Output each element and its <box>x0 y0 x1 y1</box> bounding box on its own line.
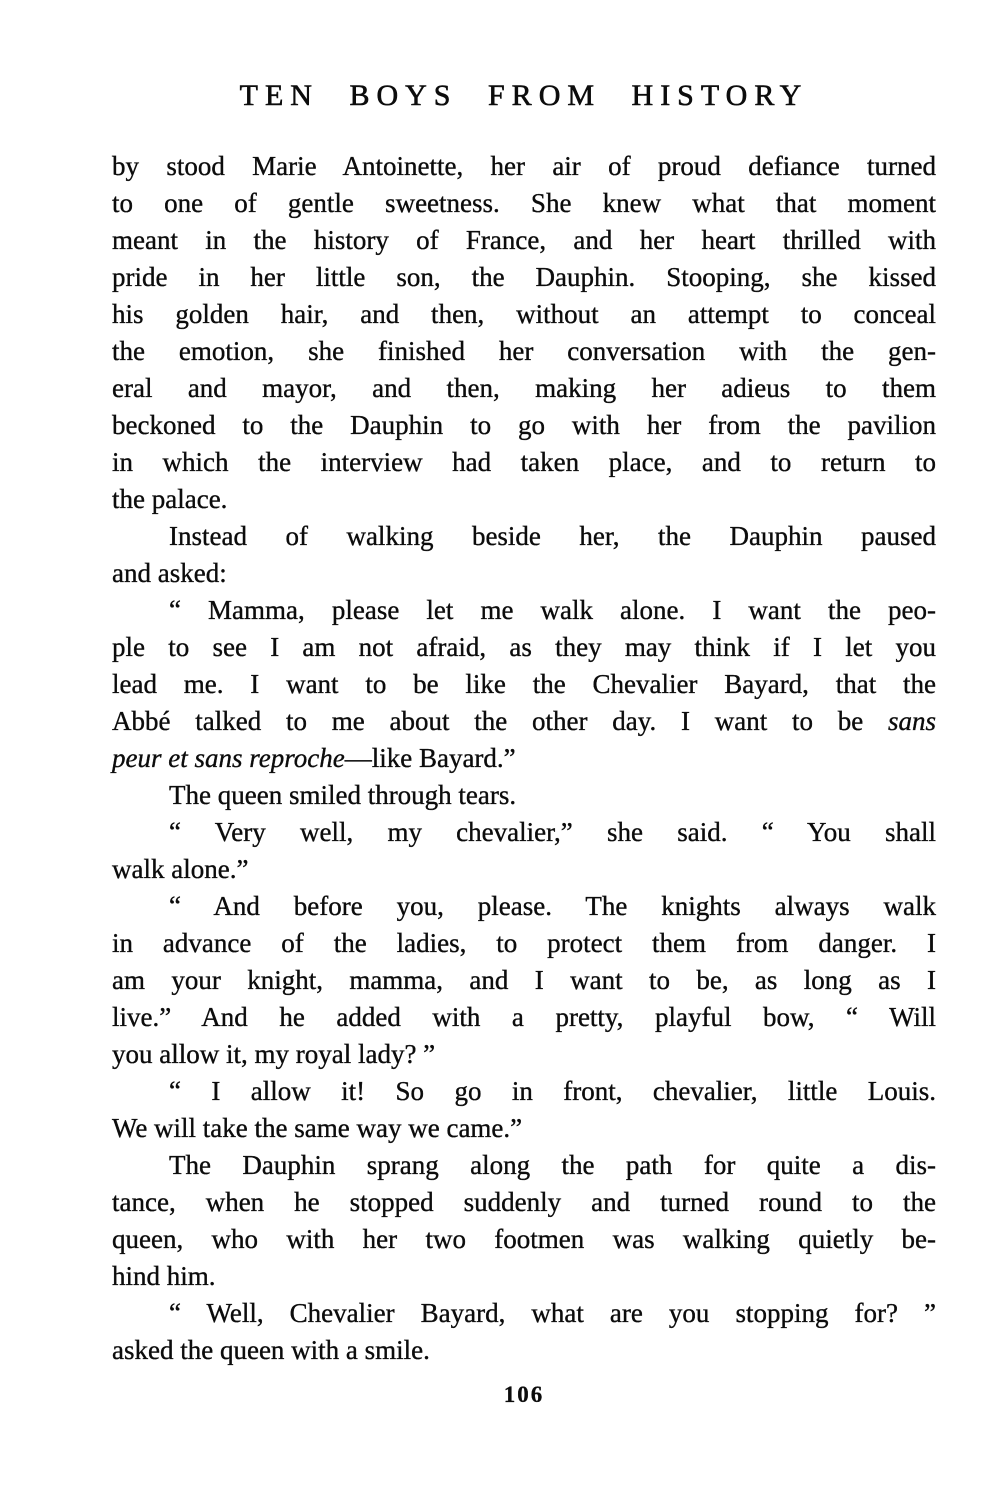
text-line <box>112 555 936 592</box>
text-line <box>112 407 936 444</box>
text-segment: “ I allow it! So go in front, chevalier, little Louis. <box>169 1076 936 1106</box>
text-line <box>112 1110 936 1147</box>
paragraph <box>112 592 936 777</box>
text-line <box>112 740 936 777</box>
text-line <box>112 444 936 481</box>
text-line <box>112 962 936 999</box>
text-segment: the palace. <box>112 484 228 514</box>
text-line <box>112 518 936 555</box>
text-segment: “ Very well, my chevalier,” she said. “ You shall <box>169 817 936 847</box>
text-segment: The Dauphin sprang along the path for quite a dis- <box>169 1150 936 1180</box>
text-segment: “ Well, Chevalier Bayard, what are you stopping for? ” <box>169 1298 936 1328</box>
text-segment: eral and mayor, and then, making her adieus to them <box>112 373 936 403</box>
text-segment: asked the queen with a smile. <box>112 1335 430 1365</box>
text-line <box>112 148 936 185</box>
page-header-title: TEN BOYS FROM HISTORY <box>239 79 809 112</box>
text-line <box>112 1258 936 1295</box>
text-segment: his golden hair, and then, without an attempt to conceal <box>112 299 936 329</box>
text-segment: walk alone.” <box>112 854 249 884</box>
text-segment: live.” And he added with a pretty, playful bow, “ Will <box>112 1002 936 1032</box>
text-segment: “ And before you, please. The knights always walk <box>169 891 936 921</box>
text-segment: lead me. I want to be like the Chevalier Bayard, that the <box>112 669 936 699</box>
text-line <box>112 185 936 222</box>
text-segment: in advance of the ladies, to protect them from danger. I <box>112 928 936 958</box>
paragraph <box>112 814 936 888</box>
text-segment: tance, when he stopped suddenly and turned round to the <box>112 1187 936 1217</box>
text-line <box>112 1036 936 1073</box>
text-segment: We will take the same way we came.” <box>112 1113 523 1143</box>
text-line <box>112 666 936 703</box>
text-segment: you allow it, my royal lady? ” <box>112 1039 436 1069</box>
paragraph <box>112 1147 936 1295</box>
text-line <box>112 370 936 407</box>
text-segment: “ Mamma, please let me walk alone. I want the peo- <box>169 595 936 625</box>
text-line <box>112 481 936 518</box>
italic-text-segment: sans <box>887 706 936 736</box>
text-line <box>112 1184 936 1221</box>
text-segment: to one of gentle sweetness. She knew what that moment <box>112 188 936 218</box>
text-segment: hind him. <box>112 1261 216 1291</box>
text-line <box>112 888 936 925</box>
text-segment: —like Bayard.” <box>344 743 516 773</box>
text-line <box>112 629 936 666</box>
text-line <box>112 1221 936 1258</box>
text-line <box>112 592 936 629</box>
text-line <box>112 1295 936 1332</box>
paragraph <box>112 518 936 592</box>
paragraph <box>112 1295 936 1369</box>
paragraph <box>112 148 936 518</box>
text-segment: Instead of walking beside her, the Dauphin paused <box>169 521 936 551</box>
page-number: 106 <box>503 1382 545 1407</box>
paragraph <box>112 1073 936 1147</box>
text-line <box>112 222 936 259</box>
text-column <box>112 148 936 1369</box>
text-line <box>112 1147 936 1184</box>
text-line <box>112 851 936 888</box>
text-line <box>112 999 936 1036</box>
text-line <box>112 814 936 851</box>
text-line <box>112 925 936 962</box>
text-segment: The queen smiled through tears. <box>169 780 517 810</box>
text-segment: in which the interview had taken place, and to return to <box>112 447 936 477</box>
text-segment: the emotion, she finished her conversation with the gen- <box>112 336 936 366</box>
text-segment: beckoned to the Dauphin to go with her from the pavilion <box>112 410 936 440</box>
text-line <box>112 777 936 814</box>
italic-text-segment: peur et sans reproche <box>112 743 345 773</box>
text-line <box>112 703 936 740</box>
text-line <box>112 296 936 333</box>
text-line <box>112 1073 936 1110</box>
text-line <box>112 259 936 296</box>
text-segment: am your knight, mamma, and I want to be, as long as I <box>112 965 936 995</box>
paragraph <box>112 777 936 814</box>
paragraph <box>112 888 936 1073</box>
text-segment: pride in her little son, the Dauphin. Stooping, she kissed <box>112 262 936 292</box>
text-segment: meant in the history of France, and her heart thrilled with <box>112 225 936 255</box>
text-segment: queen, who with her two footmen was walking quietly be- <box>112 1224 936 1254</box>
text-line <box>112 1332 936 1369</box>
text-line <box>112 333 936 370</box>
text-segment: and asked: <box>112 558 227 588</box>
text-segment: Abbé talked to me about the other day. I want to be <box>112 706 888 736</box>
text-segment: by stood Marie Antoinette, her air of proud defiance turned <box>112 151 936 181</box>
text-segment: ple to see I am not afraid, as they may think if I let you <box>112 632 936 662</box>
